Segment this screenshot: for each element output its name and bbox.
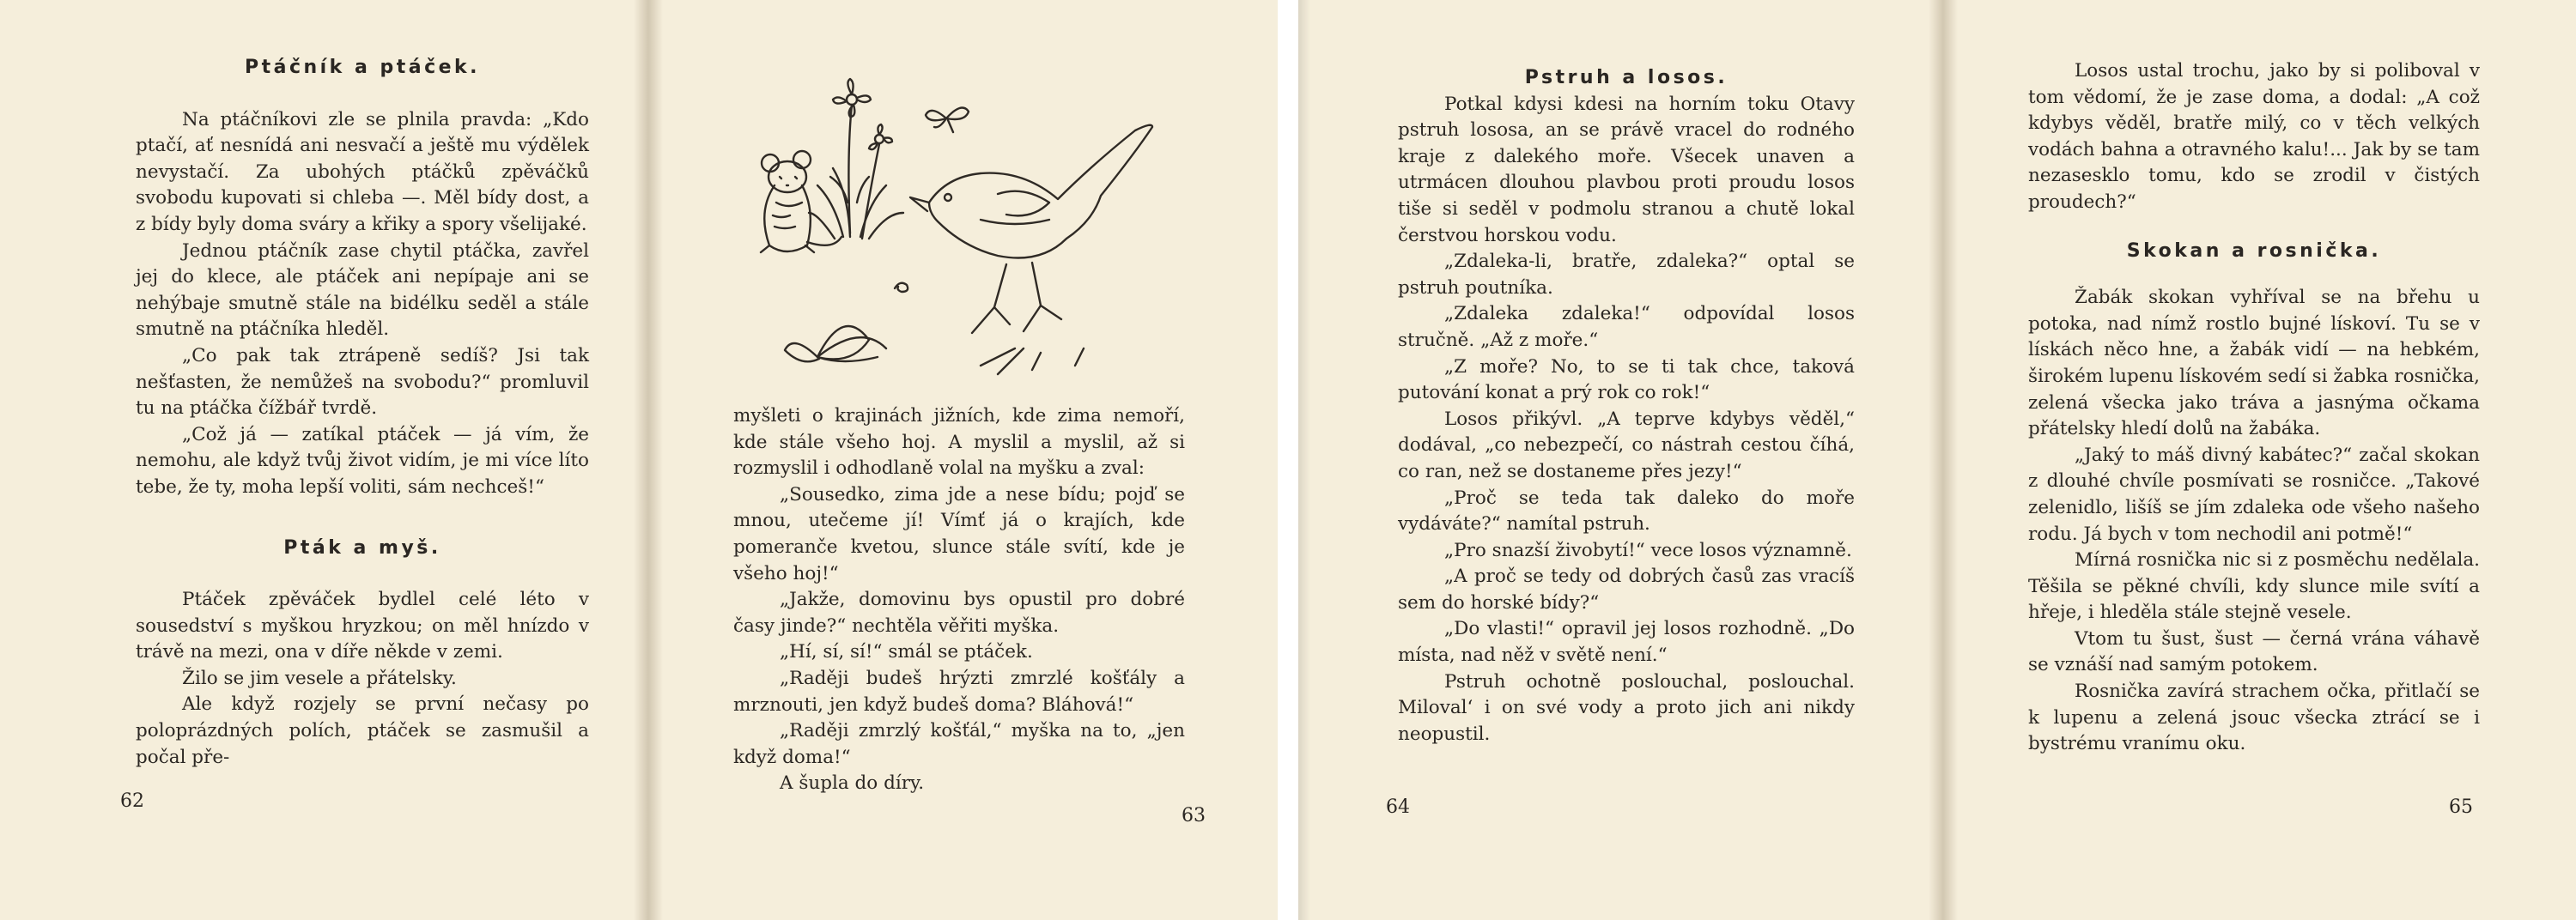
story-title: Pstruh a losos. bbox=[1524, 67, 1728, 88]
page-62 bbox=[0, 5, 644, 913]
paragraph: „Jaký to máš divný kabátec?“ začal skokan z dlouhé chvíle posmívati se rosničce. „Takové zelenidlo, lišíš se jím zdaleka ode všeho našeho rodu. Já bych v tom nechodil ani potmě!“ bbox=[2028, 444, 2480, 545]
left-spread bbox=[0, 0, 1278, 920]
page-63-text bbox=[733, 403, 1185, 797]
paragraph: Žilo se jim vesele a přátelsky. bbox=[182, 667, 457, 689]
page-64-text bbox=[1398, 65, 1855, 748]
paragraph: Jednou ptáčník zase chytil ptáčka, zavřel jej do klece, ale ptáček ani nepípaje ani se nehýbaje smutně stále na bidélku seděl a stále smutně na ptáčníka hleděl. bbox=[136, 239, 589, 341]
paragraph: „Do vlasti!“ opravil jej losos rozhodně. „Do místa, nad něž v světě není.“ bbox=[1398, 618, 1855, 667]
paragraph: „Z moře? No, to se ti tak chce, taková putování konat a prý rok co rok!“ bbox=[1398, 355, 1855, 404]
paragraph: Žabák skokan vyhříval se na břehu u potoka, nad nímž rostlo bujné lískoví. Tu se v lískách něco hne, a žabák vidí — na hebkém, širokém lupenu lískovém sedí si žabka rosnička, zelená všecka jako tráva a jasnýma očkama přátelsky hledí dolů na žabáka. bbox=[2028, 287, 2480, 440]
paragraph: „Hí, sí, sí!“ smál se ptáček. bbox=[780, 641, 1033, 663]
right-spread bbox=[1298, 0, 2576, 920]
paragraph: Potkal kdysi kdesi na horním toku Otavy pstruh lososa, an se právě vracel do rodného kraje z dalekého moře. Všecek unaven a utrmácen dlouhou plavbou proti proudu losos tiše si seděl v podmolu stranou a chutě lokal čerstvou horskou vodu. bbox=[1398, 93, 1855, 246]
page-65 bbox=[1942, 5, 2576, 913]
paragraph: Ale když rozjely se první nečasy po poloprázdných polích, ptáček se zasmušil a počal pře- bbox=[136, 693, 589, 768]
paragraph: „Raději budeš hrýzti zmrzlé košťály a mrznouti, jen když budeš doma? Bláhová!“ bbox=[733, 667, 1185, 716]
story-title: Skokan a rosnička. bbox=[2126, 239, 2382, 262]
page-number: 65 bbox=[2449, 796, 2473, 818]
paragraph: Pstruh ochotně poslouchal, poslouchal. Miloval‘ i on své vody a proto jich ani nikdy neopustil. bbox=[1398, 670, 1855, 745]
page-63 bbox=[646, 5, 1278, 913]
paragraph: „Zdaleka zdaleka!“ odpovídal losos stručně. „Až z moře.“ bbox=[1398, 303, 1855, 351]
story-title: Pták a myš. bbox=[283, 536, 441, 559]
page-number: 63 bbox=[1182, 805, 1206, 826]
paragraph: Losos přikývl. „A teprve kdybys věděl,“ dodával, „co nebezpečí, co nástrah cestou číhá, co ran, než se dostaneme přes jezy!“ bbox=[1398, 408, 1855, 482]
page-64 bbox=[1298, 5, 1938, 913]
page-65-text bbox=[2028, 58, 2480, 758]
page-number: 64 bbox=[1386, 796, 1410, 818]
paragraph: „Sousedko, zima jde a nese bídu; pojď se mnou, utečeme jí! Vímť já o krajích, kde pomeranče kvetou, slunce stále svítí, kde je všeho hoj!“ bbox=[733, 483, 1185, 584]
paragraph: „Proč se teda tak daleko do moře vydáváte?“ namítal pstruh. bbox=[1398, 487, 1855, 536]
paragraph: A šupla do díry. bbox=[780, 772, 925, 795]
paragraph: Ptáček zpěváček bydlel celé léto v sousedství s myškou hryzkou; on měl hnízdo v trávě na mezi, ona v díře někde v zemi. bbox=[136, 589, 589, 663]
bird-and-mouse-illustration-icon bbox=[723, 74, 1170, 391]
paragraph: Rosnička zavírá strachem očka, přitlačí se k lupenu a zelená jsouc všecka ztrácí se i bystrému vranímu oku. bbox=[2028, 681, 2480, 755]
paragraph: „Pro snazší živobytí!“ vece losos významně. bbox=[1444, 539, 1852, 561]
paragraph: „Zdaleka-li, bratře, zdaleka?“ optal se pstruh poutníka. bbox=[1398, 251, 1855, 299]
paragraph: „Což já — zatíkal ptáček — já vím, že nemohu, ale když tvůj život vidím, je mi více líto tebe, že ty, moha lepší voliti, sám nechceš!“ bbox=[136, 423, 589, 498]
paragraph: Na ptáčníkovi zle se plnila pravda: „Kdo ptačí, ať nesnídá ani nesvačí a ještě mu výdělek nevystačí. Za ubohých ptáčků zpěváčků svobodu kupovati si chleba —. Měl bídy dost, a z bídy byly doma sváry a křiky a spory všelijaké. bbox=[136, 108, 589, 235]
page-number: 62 bbox=[120, 790, 144, 812]
paragraph: Losos ustal trochu, jako by si poliboval v tom vědomí, že je zase doma, a dodal: „A což kdybys věděl, bratře milý, co v těch velkých vodách bahna a otravného kalu!... Jak by se tam nezasesklo tomu, kdo se zrodil v čistých proudech?“ bbox=[2028, 60, 2480, 213]
paragraph: „Raději zmrzlý košťál,“ myška na to, „jen když doma!“ bbox=[733, 720, 1185, 768]
paragraph: „A proč se tedy od dobrých časů zas vracíš sem do horské bídy?“ bbox=[1398, 566, 1855, 614]
paragraph: „Co pak tak ztrápeně sedíš? Jsi tak nešťasten, že nemůžeš na svobodu?“ promluvil tu na ptáčka čížbář tvrdě. bbox=[136, 344, 589, 420]
paragraph: myšleti o krajinách jižních, kde zima nemoří, kde stále všeho hoj. A myslil a myslil, až si rozmyslil i odhodlaně volal na myšku a zval: bbox=[733, 405, 1185, 480]
story-title: Ptáčník a ptáček. bbox=[244, 57, 481, 78]
paragraph: „Jakže, domovinu bys opustil pro dobré časy jinde?“ nechtěla věřiti myška. bbox=[733, 589, 1185, 637]
paragraph: Mírná rosnička nic si z posměchu nedělala. Těšila se pěkné chvíli, kdy slunce mile svítí a hřeje, i hleděla stále stejně vesele. bbox=[2028, 549, 2480, 624]
paragraph: Vtom tu šust, šust — černá vrána váhavě se vznáší nad samým potokem. bbox=[2028, 627, 2480, 676]
page-62-text bbox=[136, 55, 589, 771]
